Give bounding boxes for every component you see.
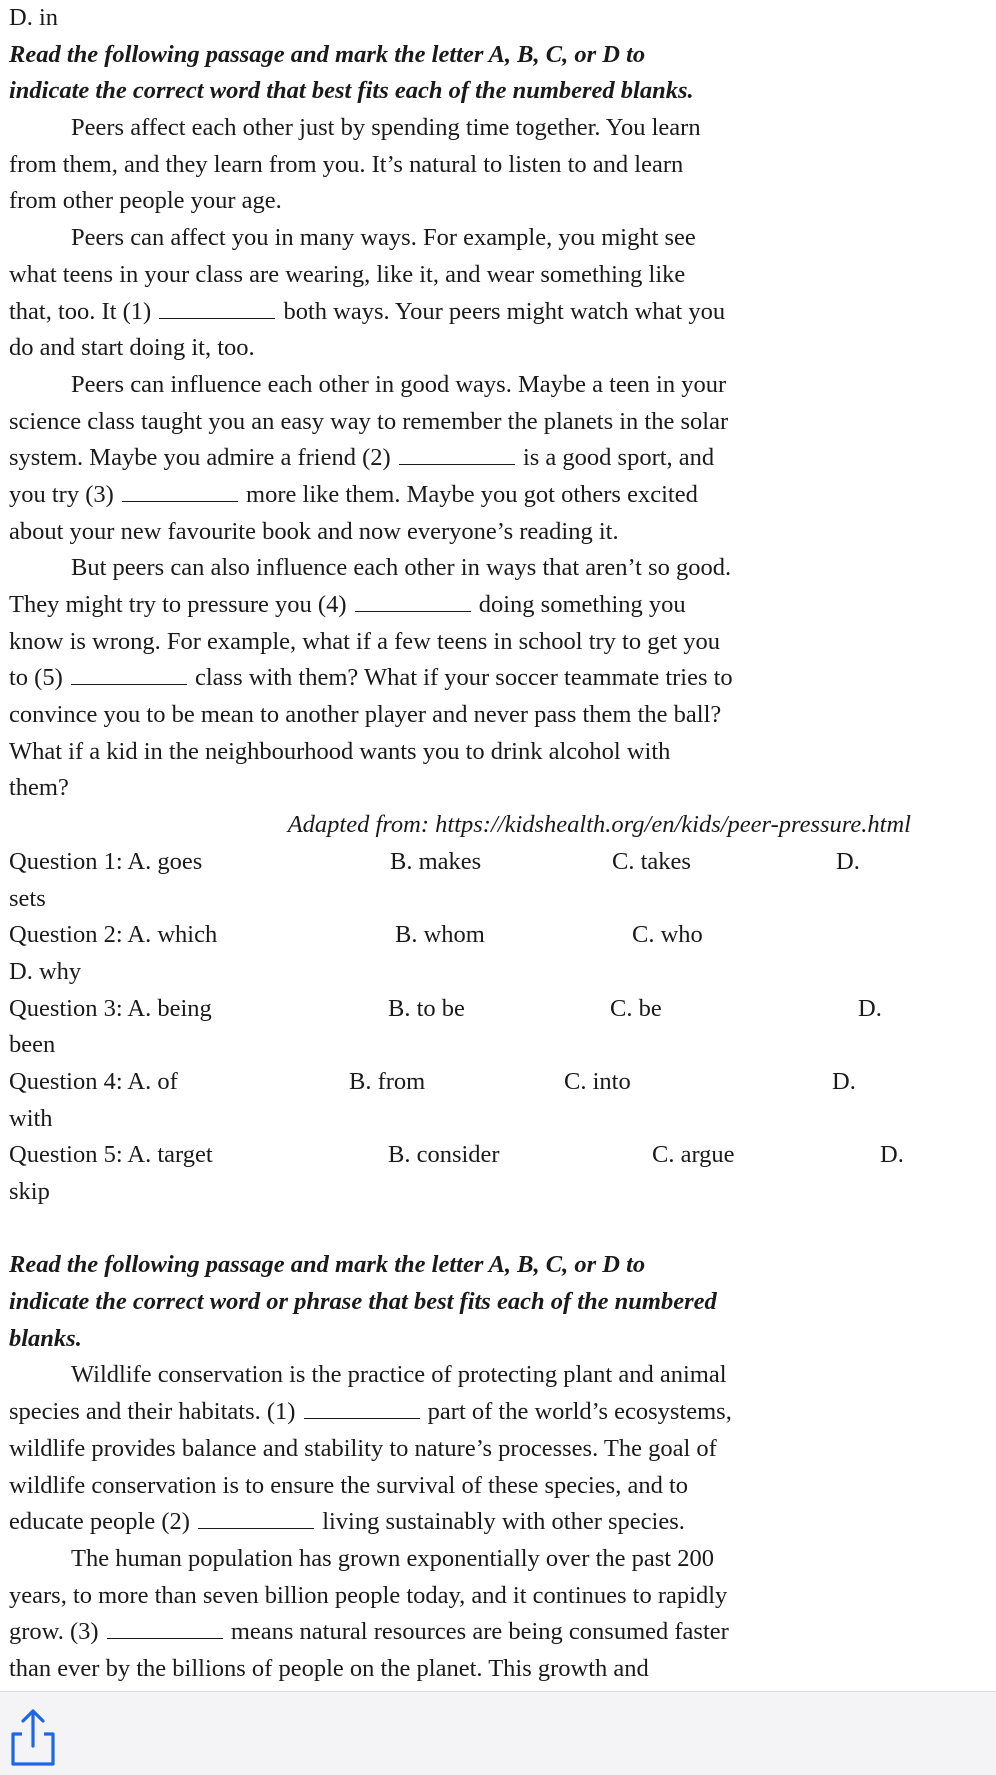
blank-3 <box>122 479 238 502</box>
option-b: B. to be <box>388 994 465 1022</box>
blank-3 <box>107 1616 223 1639</box>
option-c: C. takes <box>612 847 691 875</box>
text-segment: grow. (3) <box>9 1618 99 1646</box>
option-c: C. who <box>632 921 703 949</box>
passage-1-line <box>9 477 989 514</box>
option-c: C. argue <box>652 1141 735 1169</box>
text-segment: both ways. Your peers might watch what you <box>283 297 726 325</box>
question-row <box>9 1137 989 1174</box>
text-segment: is a good sport, and <box>522 444 715 472</box>
question-label: Question 5: A. target <box>9 1141 213 1169</box>
instruction-2-line-1: Read the following passage and mark the letter A, B, C, or D to <box>9 1251 646 1279</box>
share-icon <box>5 1708 61 1768</box>
passage-2-line <box>9 1614 989 1651</box>
passage-1-line: them? <box>9 774 69 802</box>
passage-2-line: than ever by the billions of people on the planet. This growth and <box>9 1654 649 1682</box>
blank-1 <box>159 296 275 319</box>
passage-2-line: wildlife provides balance and stability to nature’s processes. The goal of <box>9 1434 717 1462</box>
text-segment: more like them. Maybe you got others excited <box>246 480 698 508</box>
blank-4 <box>355 589 471 612</box>
passage-1-line <box>9 587 989 624</box>
question-label: Question 2: A. which <box>9 921 218 949</box>
text-segment: class with them? What if your soccer teammate tries to <box>195 664 733 692</box>
question-label: Question 3: A. being <box>9 994 212 1022</box>
passage-1-line: convince you to be mean to another player and never pass them the ball? <box>9 701 722 729</box>
option-b: B. whom <box>395 921 485 949</box>
question-label: Question 1: A. goes <box>9 847 203 875</box>
passage-2-line: years, to more than seven billion people today, and it continues to rapidly <box>9 1581 728 1609</box>
option-c: C. be <box>610 994 662 1022</box>
instruction-2-line-3: blanks. <box>9 1324 82 1352</box>
blank-5 <box>71 662 187 685</box>
option-d: D. <box>858 994 882 1022</box>
passage-1-line: Peers can affect you in many ways. For example, you might see <box>71 224 696 252</box>
question-row <box>9 991 989 1028</box>
passage-1-line: Peers can influence each other in good ways. Maybe a teen in your <box>71 370 727 398</box>
passage-1-line: from them, and they learn from you. It’s natural to listen to and learn <box>9 150 684 178</box>
document <box>9 0 989 1724</box>
text-segment: doing something you <box>478 591 686 618</box>
passage-1-line <box>9 294 989 331</box>
question-row <box>9 1064 989 1101</box>
bottom-toolbar <box>0 1691 996 1775</box>
passage-1-line: But peers can also influence each other in ways that aren’t so good. <box>71 554 732 582</box>
option-b: B. from <box>349 1067 426 1095</box>
question-row <box>9 844 989 881</box>
share-button[interactable] <box>5 1708 61 1768</box>
blank-1 <box>304 1396 420 1419</box>
question-wrap: skip <box>9 1178 50 1205</box>
option-c: C. into <box>564 1067 631 1095</box>
passage-1-line: know is wrong. For example, what if a few teens in school try to get you <box>9 627 721 655</box>
blank-2 <box>399 442 515 465</box>
question-wrap: been <box>9 1031 56 1059</box>
text-segment: educate people (2) <box>9 1508 190 1536</box>
passage-1-line: science class taught you an easy way to remember the planets in the solar <box>9 407 729 435</box>
option-d: D. <box>836 847 860 875</box>
passage-1-line: from other people your age. <box>9 187 282 215</box>
passage-1-line: do and start doing it, too. <box>9 334 255 362</box>
passage-2-line <box>9 1504 989 1541</box>
top-fragment: D. in <box>9 4 58 31</box>
text-segment: to (5) <box>9 664 63 692</box>
option-b: B. makes <box>390 847 482 875</box>
passage-2-line: Wildlife conservation is the practice of protecting plant and animal <box>71 1361 727 1389</box>
passage-1-line <box>9 440 989 477</box>
passage-1-line: what teens in your class are wearing, like it, and wear something like <box>9 260 686 288</box>
text-segment: you try (3) <box>9 480 114 508</box>
text-segment: living sustainably with other species. <box>322 1508 685 1536</box>
passage-1-line: Peers affect each other just by spending time together. You learn <box>71 114 701 142</box>
spacer <box>9 1211 989 1248</box>
question-wrap: sets <box>9 884 46 912</box>
option-d: D. <box>832 1067 856 1095</box>
option-d: D. <box>880 1141 904 1169</box>
question-row <box>9 917 989 954</box>
instruction-1-line-1: Read the following passage and mark the letter A, B, C, or D to <box>9 40 646 68</box>
passage-1-line: What if a kid in the neighbourhood wants you to drink alcohol with <box>9 737 671 765</box>
passage-2-line <box>9 1394 989 1431</box>
question-label: Question 4: A. of <box>9 1067 178 1095</box>
passage-2-line: wildlife conservation is to ensure the survival of these species, and to <box>9 1471 689 1499</box>
instruction-2-line-2: indicate the correct word or phrase that best fits each of the numbered <box>9 1288 717 1316</box>
option-b: B. consider <box>388 1141 500 1169</box>
blank-2 <box>198 1506 314 1529</box>
passage-2-line: The human population has grown exponentially over the past 200 <box>71 1544 714 1572</box>
text-segment: part of the world’s ecosystems, <box>427 1398 732 1426</box>
text-segment: that, too. It (1) <box>9 297 152 325</box>
passage-1-line: about your new favourite book and now everyone’s reading it. <box>9 517 619 545</box>
question-wrap: D. why <box>9 957 82 985</box>
instruction-1-line-2: indicate the correct word that best fits each of the numbered blanks. <box>9 77 694 105</box>
text-segment: means natural resources are being consumed faster <box>230 1618 729 1646</box>
source-citation: Adapted from: https://kidshealth.org/en/kids/peer-pressure.html <box>287 811 911 839</box>
text-segment: species and their habitats. (1) <box>9 1398 296 1426</box>
question-wrap: with <box>9 1104 53 1132</box>
passage-1-line <box>9 660 989 697</box>
text-segment: They might try to pressure you (4) <box>9 591 347 618</box>
text-segment: system. Maybe you admire a friend (2) <box>9 444 391 472</box>
